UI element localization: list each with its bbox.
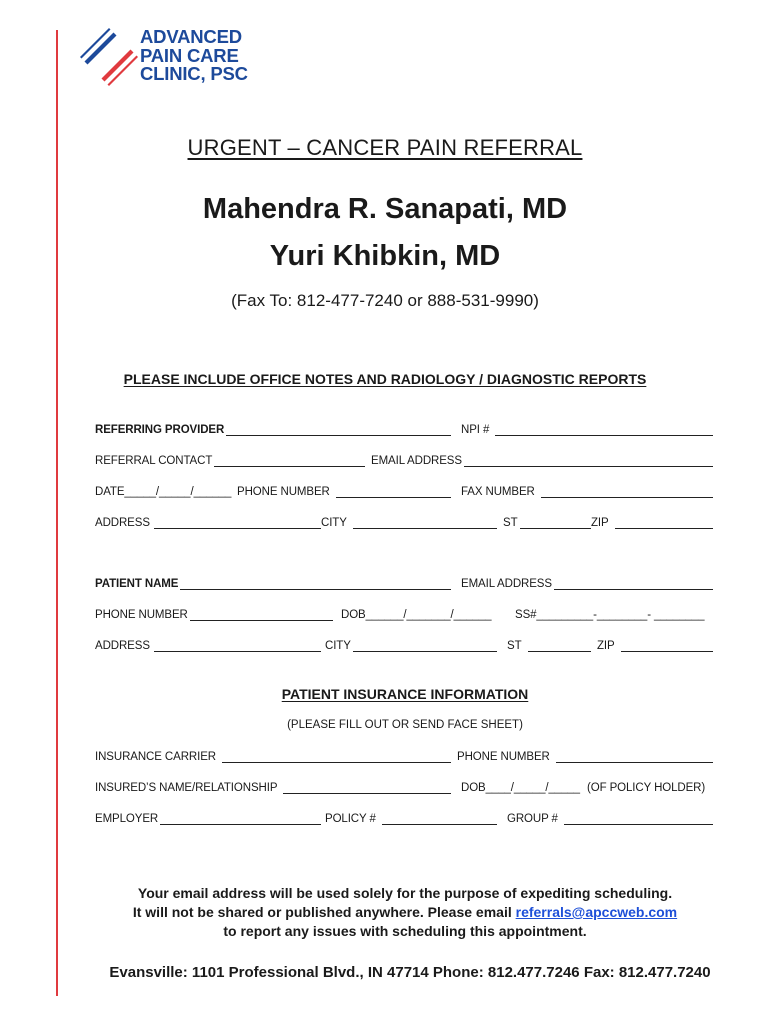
page-title: URGENT – CANCER PAIN REFERRAL: [187, 135, 583, 160]
insurance-section-note: (PLEASE FILL OUT OR SEND FACE SHEET): [287, 719, 523, 731]
patient-st-field[interactable]: [507, 640, 591, 652]
referral-zip-field[interactable]: [591, 517, 713, 529]
insurance-carrier-label: INSURANCE CARRIER: [95, 751, 216, 763]
insurance-phone-field[interactable]: [457, 751, 713, 763]
referral-email-label: EMAIL ADDRESS: [371, 455, 462, 467]
patient-phone-field[interactable]: [95, 609, 333, 621]
margin-rule: [56, 30, 58, 996]
logo-line-3: CLINIC, PSC: [140, 63, 248, 84]
referral-email-field[interactable]: [371, 455, 713, 467]
notice-line-3: to report any issues with scheduling this appointment.: [223, 923, 587, 939]
patient-name-field[interactable]: [95, 578, 451, 590]
patient-zip-label: ZIP: [597, 640, 615, 652]
group-field[interactable]: [507, 813, 713, 825]
patient-dob-field[interactable]: DOB______/_______/______: [341, 609, 492, 621]
insured-name-label: INSURED’S NAME/RELATIONSHIP: [95, 782, 278, 794]
referral-city-label: CITY: [321, 517, 347, 529]
footer-address: Evansville: 1101 Professional Blvd., IN 47714 Phone: 812.477.7246 Fax: 812.477.7240: [109, 964, 711, 981]
logo-stripes-icon: [80, 28, 138, 86]
referral-address-label: ADDRESS: [95, 517, 150, 529]
policy-holder-note: (OF POLICY HOLDER): [587, 782, 706, 794]
patient-email-field[interactable]: [461, 578, 713, 590]
insured-name-field[interactable]: [95, 782, 451, 794]
employer-field[interactable]: [95, 813, 321, 825]
referral-city-field[interactable]: [321, 517, 497, 529]
policy-label: POLICY #: [325, 813, 376, 825]
logo-line-1: ADVANCED: [140, 26, 242, 47]
referral-contact-field[interactable]: [95, 455, 365, 467]
referral-fax-field[interactable]: [461, 486, 713, 498]
insured-dob-field[interactable]: DOB____/_____/_____: [461, 782, 580, 794]
referrals-email-link[interactable]: referrals@apccweb.com: [515, 904, 678, 920]
referral-zip-label: ZIP: [591, 517, 609, 529]
referral-st-label: ST: [503, 517, 518, 529]
employer-label: EMPLOYER: [95, 813, 159, 825]
referral-fax-label: FAX NUMBER: [461, 486, 535, 498]
referral-contact-label: REFERRAL CONTACT: [95, 455, 213, 467]
patient-ss-field[interactable]: SS#_________-________- ________: [515, 609, 705, 621]
npi-label: NPI #: [461, 424, 490, 436]
patient-email-label: EMAIL ADDRESS: [461, 578, 552, 590]
referral-st-field[interactable]: [503, 517, 591, 529]
notice-line-2-text: It will not be shared or published anywhere. Please email: [132, 904, 516, 920]
patient-city-field[interactable]: [325, 640, 497, 652]
policy-field[interactable]: [325, 813, 497, 825]
patient-name-label: PATIENT NAME: [95, 578, 179, 590]
doctor-name-1: Mahendra R. Sanapati, MD: [202, 193, 568, 225]
referral-phone-field[interactable]: [237, 486, 451, 498]
notice-line-2: [40, 903, 770, 922]
include-reports-notice: PLEASE INCLUDE OFFICE NOTES AND RADIOLOGY / DIAGNOSTIC REPORTS: [123, 371, 647, 387]
referring-provider-label: REFERRING PROVIDER: [95, 424, 225, 436]
email-usage-notice: [0, 884, 770, 941]
fax-numbers: (Fax To: 812-477-7240 or 888-531-9990): [231, 291, 539, 310]
logo-line-2: PAIN CARE: [140, 44, 239, 66]
insurance-phone-label: PHONE NUMBER: [457, 751, 550, 763]
patient-phone-label: PHONE NUMBER: [95, 609, 188, 621]
patient-st-label: ST: [507, 640, 522, 652]
referral-date-field[interactable]: DATE_____/_____/______: [95, 486, 232, 498]
insurance-carrier-field[interactable]: [95, 751, 451, 763]
patient-address-field[interactable]: [95, 640, 321, 652]
notice-line-1: Your email address will be used solely for the purpose of expediting scheduling.: [137, 885, 673, 901]
patient-zip-field[interactable]: [597, 640, 713, 652]
patient-city-label: CITY: [325, 640, 351, 652]
referral-phone-label: PHONE NUMBER: [237, 486, 330, 498]
insurance-section-title: PATIENT INSURANCE INFORMATION: [281, 686, 529, 702]
clinic-logo: [80, 28, 248, 86]
npi-field[interactable]: [461, 424, 713, 436]
patient-address-label: ADDRESS: [95, 640, 150, 652]
referral-address-field[interactable]: [95, 517, 321, 529]
group-label: GROUP #: [507, 813, 558, 825]
referring-provider-field[interactable]: [95, 424, 451, 436]
doctor-name-2: Yuri Khibkin, MD: [269, 240, 501, 272]
